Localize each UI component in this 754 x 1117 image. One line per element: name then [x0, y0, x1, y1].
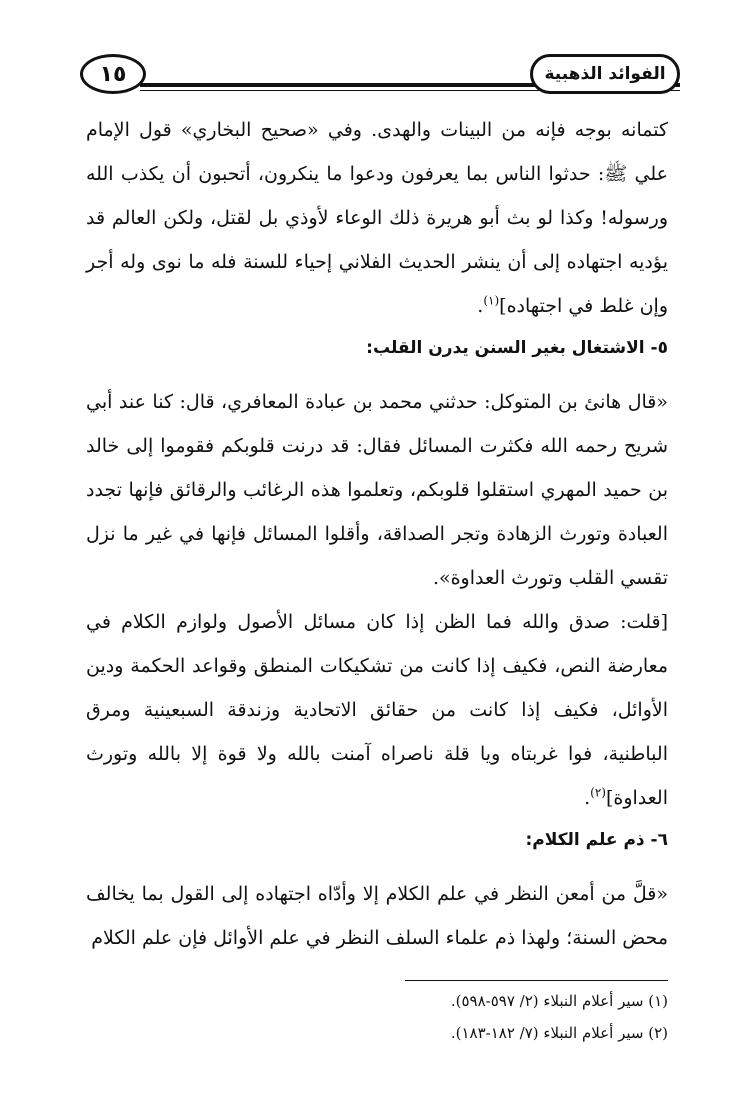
footnote-separator [405, 980, 668, 981]
heading-6-text: ٦- ذم علم الكلام: [525, 830, 668, 850]
paragraph-1-text: كتمانه بوجه فإنه من البينات والهدى. وفي «صحيح البخاري» قول الإمام علي ﷺ: حدثوا الناس بما يعرفون ودعوا ما ينكرون، أتحبون أن يكذب الله ورسوله! وكذا لو بث أبو هريرة ذلك الوعاء لأوذي بل لقتل، ولكن العالم قد يؤديه اجتهاده إلى أن ينشر الحديث الفلاني إحياء للسنة فله ما نوى وله أجر وإن غلط في اجتهاده] [86, 119, 668, 317]
paragraph-3-end: . [584, 787, 591, 809]
paragraph-2 [86, 380, 668, 600]
book-title: الفوائد الذهبية [530, 54, 680, 94]
paragraph-4-text: «قلَّ من أمعن النظر في علم الكلام إلا وأدّاه اجتهاده إلى القول بما يخالف محض السنة؛ ولهذا ذم علماء السلف النظر في علم الأوائل فإن علم الكلام [86, 883, 668, 949]
page-number: ١٥ [80, 54, 146, 94]
paragraph-2-text: «قال هانئ بن المتوكل: حدثني محمد بن عبادة المعافري، قال: كنا عند أبي شريح رحمه الله فكثرت المسائل فقال: قد درنت قلوبكم فقوموا إلى خالد بن حميد المهري استقلوا قلوبكم، وتعلموا هذه الرغائب والرقائق فإنها تجدد العبادة وتورث الزهادة وتجر الصداقة، وأقلوا المسائل فإنها في غير ما نزل تقسي القلب وتورث العداوة». [86, 391, 668, 589]
paragraph-3-text: [قلت: صدق والله فما الظن إذا كان مسائل الأصول ولوازم الكلام في معارضة النص، فكيف إذا كانت من تشكيكات المنطق وقواعد الحكمة ودين الأوائل، فكيف إذا كانت من حقائق الاتحادية وزندقة السبعينية ومرق الباطنية، فوا غربتاه ويا قلة ناصراه آمنت بالله ولا قوة إلا بالله وتورث العداوة] [86, 611, 668, 809]
section-heading-5 [86, 338, 668, 358]
page-header [80, 50, 680, 100]
paragraph-1-end: . [477, 295, 484, 317]
heading-5-text: ٥- الاشتغال بغير السنن يدرن القلب: [366, 338, 668, 358]
section-heading-6 [86, 830, 668, 850]
paragraph-4 [86, 872, 668, 960]
paragraph-1 [86, 108, 668, 328]
footnote-2: (٢) سير أعلام النبلاء (٧/ ١٨٢-١٨٣). [450, 1024, 668, 1042]
footnote-ref-1: (١) [483, 293, 500, 308]
footnote-1: (١) سير أعلام النبلاء (٢/ ٥٩٧-٥٩٨). [450, 992, 668, 1010]
paragraph-3 [86, 600, 668, 820]
footnote-ref-2: (٢) [590, 785, 606, 800]
